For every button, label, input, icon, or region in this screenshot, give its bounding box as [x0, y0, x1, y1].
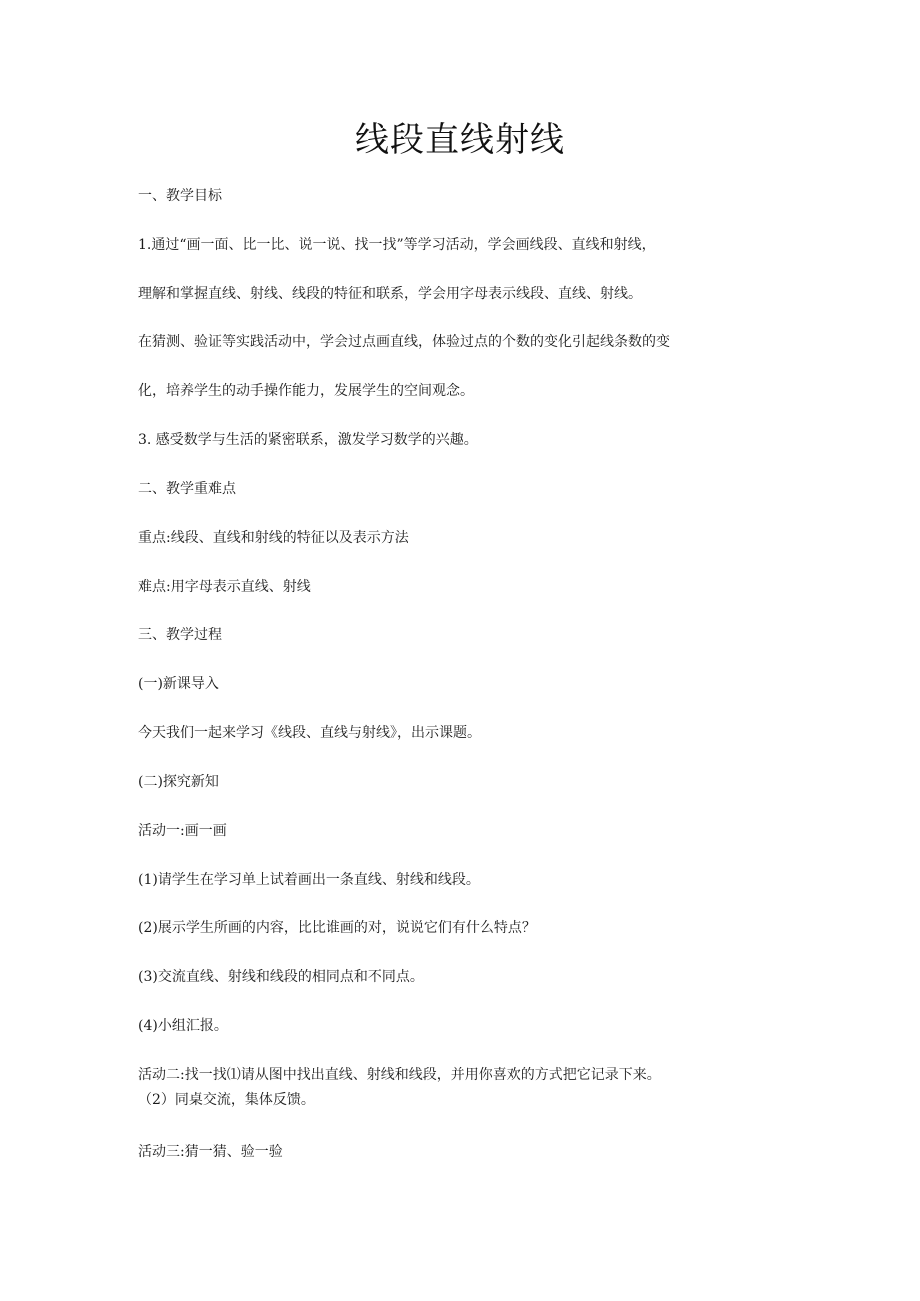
list-item: (4)小组汇报。 [138, 1018, 228, 1034]
section-heading-key-points: 二、教学重难点 [138, 481, 236, 497]
paragraph-line: 在猜测、验证等实践活动中，学会过点画直线，体验过点的个数的变化引起线条数的变 [138, 334, 670, 350]
list-item: （2）同桌交流，集体反馈。 [138, 1092, 315, 1108]
paragraph-line: 难点:用字母表示直线、射线 [138, 579, 311, 595]
list-item: (3)交流直线、射线和线段的相同点和不同点。 [138, 969, 424, 985]
paragraph-line: 3. 感受数学与生活的紧密联系，激发学习数学的兴趣。 [138, 432, 478, 448]
section-heading-objectives: 一、教学目标 [138, 188, 222, 204]
document-title: 线段直线射线 [355, 120, 565, 160]
subsection-heading: (二)探究新知 [138, 774, 219, 790]
paragraph-line: 化，培养学生的动手操作能力，发展学生的空间观念。 [138, 383, 474, 399]
paragraph-line: 今天我们一起来学习《线段、直线与射线》，出示课题。 [138, 725, 481, 741]
activity-heading: 活动二:找一找⑴请从图中找出直线、射线和线段，并用你喜欢的方式把它记录下来。 [138, 1067, 661, 1083]
activity-heading: 活动一:画一画 [138, 823, 227, 839]
subsection-heading: (一)新课导入 [138, 676, 219, 692]
paragraph-line: 理解和掌握直线、射线、线段的特征和联系，学会用字母表示线段、直线、射线。 [138, 286, 642, 302]
list-item: (1)请学生在学习单上试着画出一条直线、射线和线段。 [138, 872, 480, 888]
section-heading-process: 三、教学过程 [138, 627, 222, 643]
paragraph-line: 1.通过“画一面、比一比、说一说、找一找”等学习活动，学会画线段、直线和射线， [138, 237, 656, 253]
paragraph-line: 重点:线段、直线和射线的特征以及表示方法 [138, 530, 409, 546]
activity-heading: 活动三:猜一猜、验一验 [138, 1144, 283, 1160]
list-item: (2)展示学生所画的内容，比比谁画的对，说说它们有什么特点？ [138, 920, 536, 936]
